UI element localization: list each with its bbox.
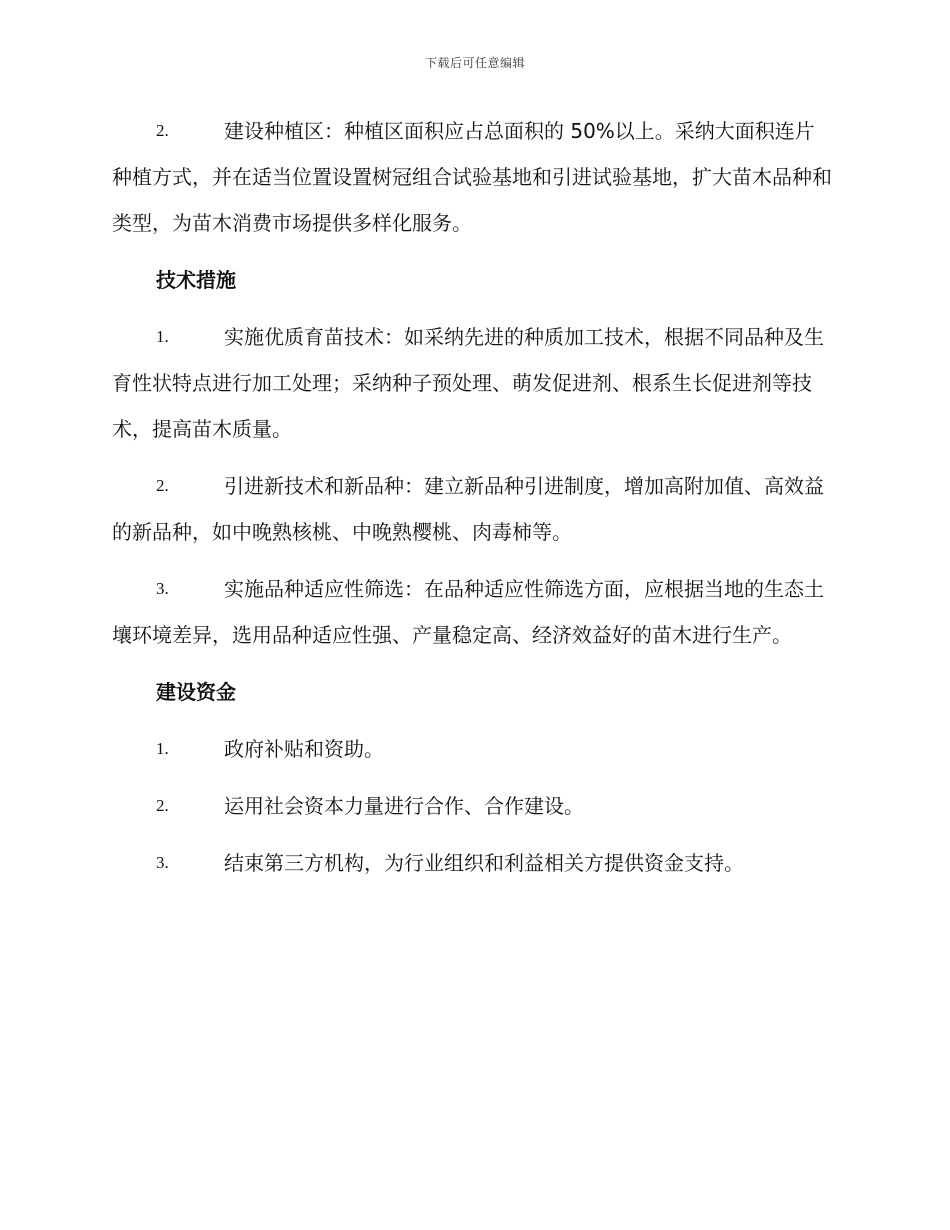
list-text: 实施优质育苗技术：如采纳先进的种质加工技术，根据不同品种及生育性状特点进行加工处理；采纳种子预处理、萌发促进剂、根系生长促进剂等技术，提高苗木质量。 [112, 325, 824, 441]
list-number: 2. [156, 476, 169, 495]
list-item [112, 726, 834, 772]
list-item [112, 314, 834, 452]
list-number: 2. [156, 121, 169, 140]
list-text: 建设种植区：种植区面积应占总面积的 50%以上。采纳大面积连片种植方式，并在适当位置设置树冠组合试验基地和引进试验基地，扩大苗木品种和类型，为苗木消费市场提供多样化服务。 [112, 119, 832, 235]
list-number: 1. [156, 327, 169, 346]
list-number: 3. [156, 853, 169, 872]
list-item [112, 840, 834, 886]
list-text: 政府补贴和资助。 [224, 737, 384, 761]
list-number: 2. [156, 796, 169, 815]
list-item [112, 108, 834, 246]
list-item [112, 566, 834, 658]
list-item [112, 783, 834, 829]
list-text: 运用社会资本力量进行合作、合作建设。 [224, 794, 584, 818]
list-number: 3. [156, 579, 169, 598]
list-number: 1. [156, 739, 169, 758]
section-heading-tech: 技术措施 [156, 268, 236, 292]
list-item [112, 463, 834, 555]
list-text: 实施品种适应性筛选：在品种适应性筛选方面，应根据当地的生态土壤环境差异，选用品种适应性强、产量稳定高、经济效益好的苗木进行生产。 [112, 577, 824, 647]
list-text: 引进新技术和新品种：建立新品种引进制度，增加高附加值、高效益的新品种，如中晚熟核桃、中晚熟樱桃、肉毒柿等。 [112, 474, 824, 544]
list-text: 结束第三方机构，为行业组织和利益相关方提供资金支持。 [224, 851, 744, 875]
document-body [112, 108, 834, 897]
section-heading-funding: 建设资金 [156, 680, 236, 704]
page-header: 下载后可任意编辑 [424, 56, 525, 70]
